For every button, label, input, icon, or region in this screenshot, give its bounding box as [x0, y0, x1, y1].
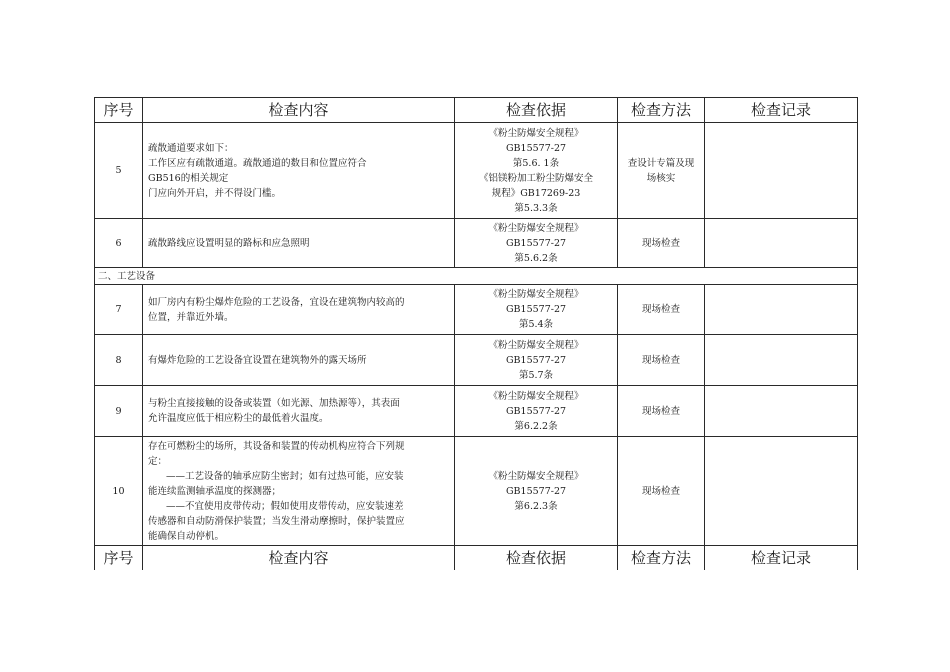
row-basis — [455, 386, 618, 437]
content-line: 能确保自动停机。 — [148, 530, 225, 542]
basis-line: 《粉尘防爆安全规程》 — [488, 470, 584, 482]
row-content — [143, 335, 455, 386]
basis-line: GB15577-27 — [505, 237, 567, 249]
content-line: 门应向外开启，并不得设门槛。 — [148, 187, 282, 199]
basis-line: 第5.3.3条 — [514, 202, 558, 214]
content-line: 能连续监测轴承温度的探测器； — [148, 485, 282, 497]
header-no: 序号 — [95, 98, 143, 123]
row-method: 现场检查 — [618, 386, 705, 437]
header-content: 检查内容 — [143, 546, 455, 571]
row-content — [143, 437, 455, 546]
content-line: ——工艺设备的轴承应防尘密封；如有过热可能，应安装 — [166, 470, 404, 482]
content-line: 位置，并靠近外墙。 — [148, 311, 234, 323]
header-no: 序号 — [95, 546, 143, 571]
row-content — [143, 285, 455, 335]
table-header-row — [95, 98, 858, 123]
row-method: 现场检查 — [618, 285, 705, 335]
row-basis — [455, 285, 618, 335]
content-line: 疏散路线应设置明显的路标和应急照明 — [148, 237, 310, 249]
table-row — [95, 219, 858, 268]
table-row — [95, 335, 858, 386]
content-line: GB516的相关规定 — [148, 172, 229, 184]
basis-line: GB15577-27 — [505, 405, 567, 417]
content-line: 定： — [148, 455, 168, 467]
table-row — [95, 386, 858, 437]
content-line: 如厂房内有粉尘爆炸危险的工艺设备，宜设在建筑物内较高的 — [148, 296, 405, 308]
content-line: ——不宜使用皮带传动；假如使用皮带传动，应安装速差 — [166, 500, 404, 512]
basis-line: GB15577-27 — [505, 142, 567, 154]
header-method: 检查方法 — [618, 98, 705, 123]
basis-line: 《粉尘防爆安全规程》 — [488, 127, 584, 139]
content-line: 有爆炸危险的工艺设备宜设置在建筑物外的露天场所 — [148, 354, 367, 366]
row-record[interactable] — [705, 335, 858, 386]
header-method: 检查方法 — [618, 546, 705, 571]
row-no: 8 — [95, 335, 143, 386]
row-no: 6 — [95, 219, 143, 268]
row-basis — [455, 437, 618, 546]
header-basis: 检查依据 — [455, 546, 618, 571]
content-line: 允许温度应低于相应粉尘的最低着火温度。 — [148, 413, 329, 424]
section-row — [95, 268, 858, 285]
row-content — [143, 386, 455, 437]
content-line: 传感器和自动防滑保护装置；当发生滑动摩擦时，保护装置应 — [148, 515, 405, 527]
table-row — [95, 437, 858, 546]
row-record[interactable] — [705, 285, 858, 335]
row-basis — [455, 123, 618, 219]
row-content — [143, 123, 455, 219]
row-no: 10 — [95, 437, 143, 546]
basis-line: 第5.6.2条 — [514, 252, 558, 264]
row-basis — [455, 219, 618, 268]
header-record: 检查记录 — [705, 98, 858, 123]
row-content — [143, 219, 455, 268]
row-no: 9 — [95, 386, 143, 437]
basis-line: 第5.6. 1条 — [512, 157, 560, 169]
method-line: 场核实 — [646, 172, 676, 184]
row-method: 现场检查 — [618, 219, 705, 268]
row-record[interactable] — [705, 437, 858, 546]
table-row — [95, 123, 858, 219]
basis-line: 《粉尘防爆安全规程》 — [488, 390, 584, 402]
basis-line: 第6.2.2条 — [514, 420, 558, 432]
basis-line: 第6.2.3条 — [514, 500, 558, 512]
header-record: 检查记录 — [705, 546, 858, 571]
row-no: 5 — [95, 123, 143, 219]
row-basis — [455, 335, 618, 386]
content-line: 工作区应有疏散通道。疏散通道的数目和位置应符合 — [148, 157, 367, 169]
row-record[interactable] — [705, 219, 858, 268]
row-method — [618, 123, 705, 219]
basis-line: 《粉尘防爆安全规程》 — [488, 339, 584, 351]
section-title: 二、工艺设备 — [95, 268, 858, 285]
content-line: 与粉尘直接接触的设备或装置（如光源、加热源等），其表面 — [148, 398, 400, 409]
inspection-table — [94, 97, 858, 570]
header-content: 检查内容 — [143, 98, 455, 123]
basis-line: GB15577-27 — [505, 354, 567, 366]
basis-line: GB15577-27 — [505, 304, 567, 315]
row-method: 现场检查 — [618, 335, 705, 386]
table-header-row-repeat — [95, 546, 858, 571]
row-no: 7 — [95, 285, 143, 335]
content-line: 疏散通道要求如下： — [148, 142, 234, 154]
basis-line: 规程》GB17269-23 — [491, 187, 581, 199]
row-record[interactable] — [705, 123, 858, 219]
row-record[interactable] — [705, 386, 858, 437]
header-basis: 检查依据 — [455, 98, 618, 123]
basis-line: 《铝镁粉加工粉尘防爆安全 — [478, 172, 593, 184]
method-line: 查设计专篇及现 — [627, 157, 695, 169]
table-row — [95, 285, 858, 335]
row-method: 现场检查 — [618, 437, 705, 546]
content-line: 存在可燃粉尘的场所，其设备和装置的传动机构应符合下列规 — [148, 440, 405, 452]
basis-line: 《粉尘防爆安全规程》 — [488, 289, 584, 300]
basis-line: 《粉尘防爆安全规程》 — [488, 222, 584, 234]
basis-line: 第5.4条 — [518, 319, 554, 330]
basis-line: 第5.7条 — [518, 369, 554, 381]
basis-line: GB15577-27 — [505, 485, 567, 497]
